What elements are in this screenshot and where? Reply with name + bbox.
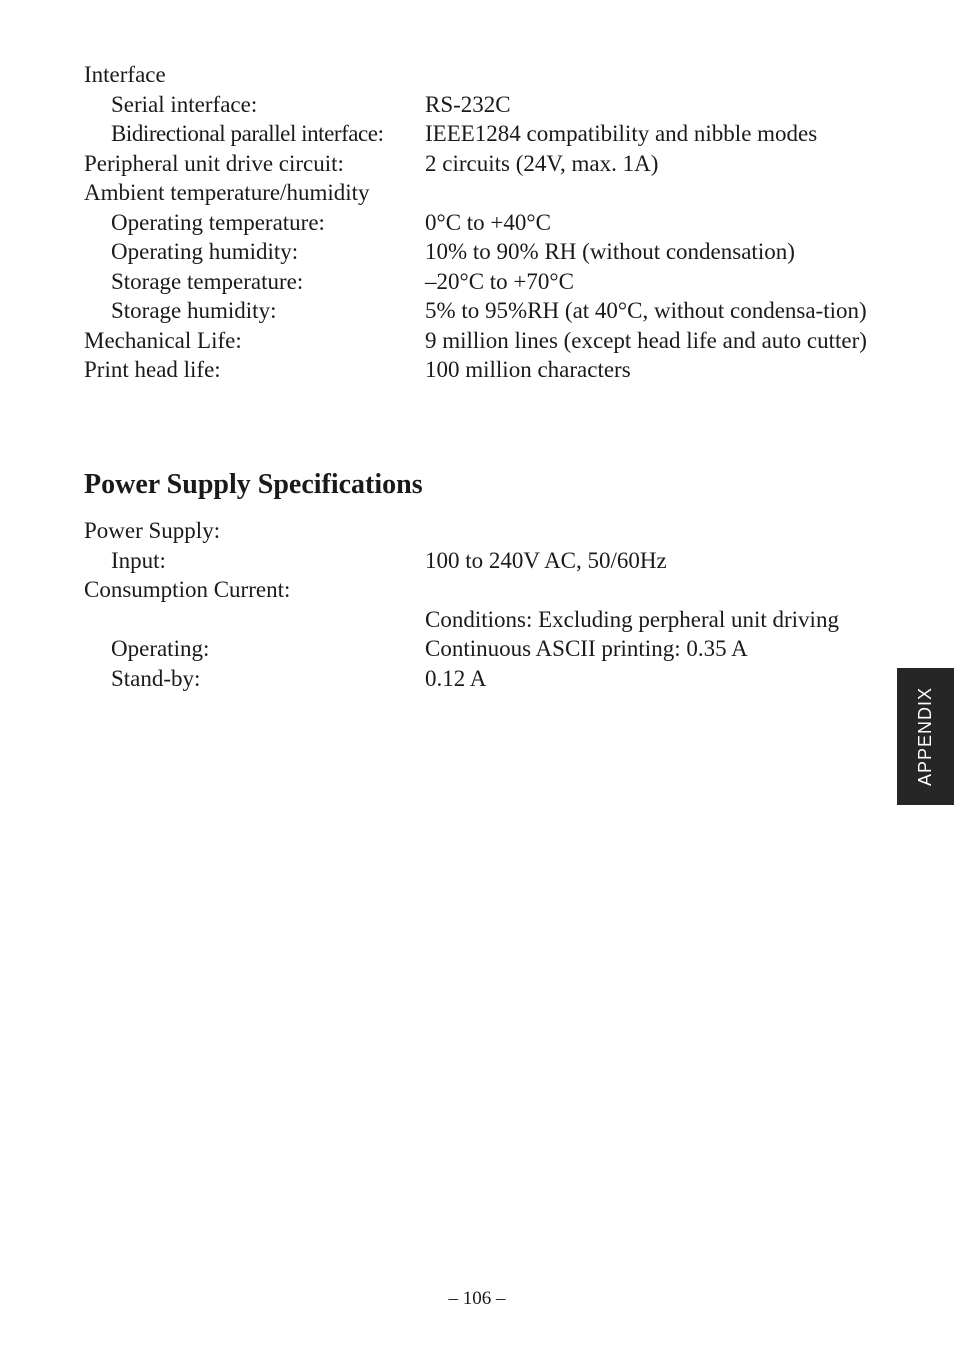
spec-value: 2 circuits (24V, max. 1A) (425, 150, 659, 176)
spec-label: Power Supply: (84, 518, 221, 543)
spec-label: Operating temperature: (111, 209, 325, 235)
power-supply-spec-list (84, 516, 872, 693)
spec-row-storage-temperature (84, 267, 872, 297)
appendix-tab-label: APPENDIX (915, 686, 935, 787)
spec-label: Bidirectional parallel interface: (111, 121, 384, 146)
spec-value: 100 million characters (425, 357, 631, 382)
section-heading: Power Supply Specifications (84, 469, 423, 500)
spec-value: IEEE1284 compatibility and nibble modes (425, 121, 818, 146)
spec-row-ambient (84, 178, 872, 208)
interface-environment-spec-list (84, 60, 872, 385)
spec-row-parallel-interface (84, 119, 872, 149)
appendix-side-tab (897, 668, 954, 805)
spec-row-operating-current (84, 634, 872, 664)
spec-value: 9 million lines (except head life and auto cutter) (425, 327, 867, 353)
spec-label: Peripheral unit drive circuit: (84, 150, 344, 176)
spec-value: –20°C to +70°C (425, 268, 574, 294)
spec-label (84, 605, 425, 635)
spec-label: Operating: (111, 636, 210, 661)
spec-label: Print head life: (84, 357, 221, 382)
spec-value (425, 516, 872, 546)
spec-row-storage-humidity (84, 296, 872, 326)
spec-row-consumption-current (84, 575, 872, 605)
spec-row-interface (84, 60, 872, 90)
spec-row-operating-temperature (84, 208, 872, 238)
spec-row-print-head-life (84, 355, 872, 385)
spec-row-operating-humidity (84, 237, 872, 267)
spec-label: Input: (111, 547, 166, 573)
spec-value: RS-232C (425, 91, 511, 117)
spec-value: 0°C to +40°C (425, 209, 551, 235)
spec-value: 100 to 240V AC, 50/60Hz (425, 547, 667, 573)
spec-row-input (84, 546, 872, 576)
spec-value (425, 60, 872, 90)
spec-value: 0.12 A (425, 665, 487, 691)
spec-value: 10% to 90% RH (without condensation) (425, 239, 795, 264)
spec-value: 5% to 95%RH (at 40°C, without condensa-tion) (425, 298, 867, 323)
spec-row-mechanical-life (84, 326, 872, 356)
spec-row-serial-interface (84, 90, 872, 120)
spec-row-standby-current (84, 664, 872, 694)
spec-label: Serial interface: (111, 91, 258, 117)
spec-label: Interface (84, 62, 166, 87)
spec-label: Consumption Current: (84, 577, 291, 602)
spec-row-peripheral-drive (84, 149, 872, 179)
spec-label: Stand-by: (111, 665, 201, 691)
spec-value: Continuous ASCII printing: 0.35 A (425, 636, 748, 661)
page-number: – 106 – (448, 1288, 506, 1309)
spec-label: Operating humidity: (111, 239, 299, 264)
spec-label: Storage temperature: (111, 268, 304, 294)
spec-label: Ambient temperature/humidity (84, 180, 370, 205)
spec-value (425, 575, 872, 605)
spec-value (425, 178, 872, 208)
spec-row-power-supply (84, 516, 872, 546)
spec-row-conditions (84, 605, 872, 635)
spec-value: Conditions: Excluding perpheral unit driving (425, 606, 839, 632)
spec-label: Storage humidity: (111, 298, 277, 323)
spec-label: Mechanical Life: (84, 327, 242, 353)
